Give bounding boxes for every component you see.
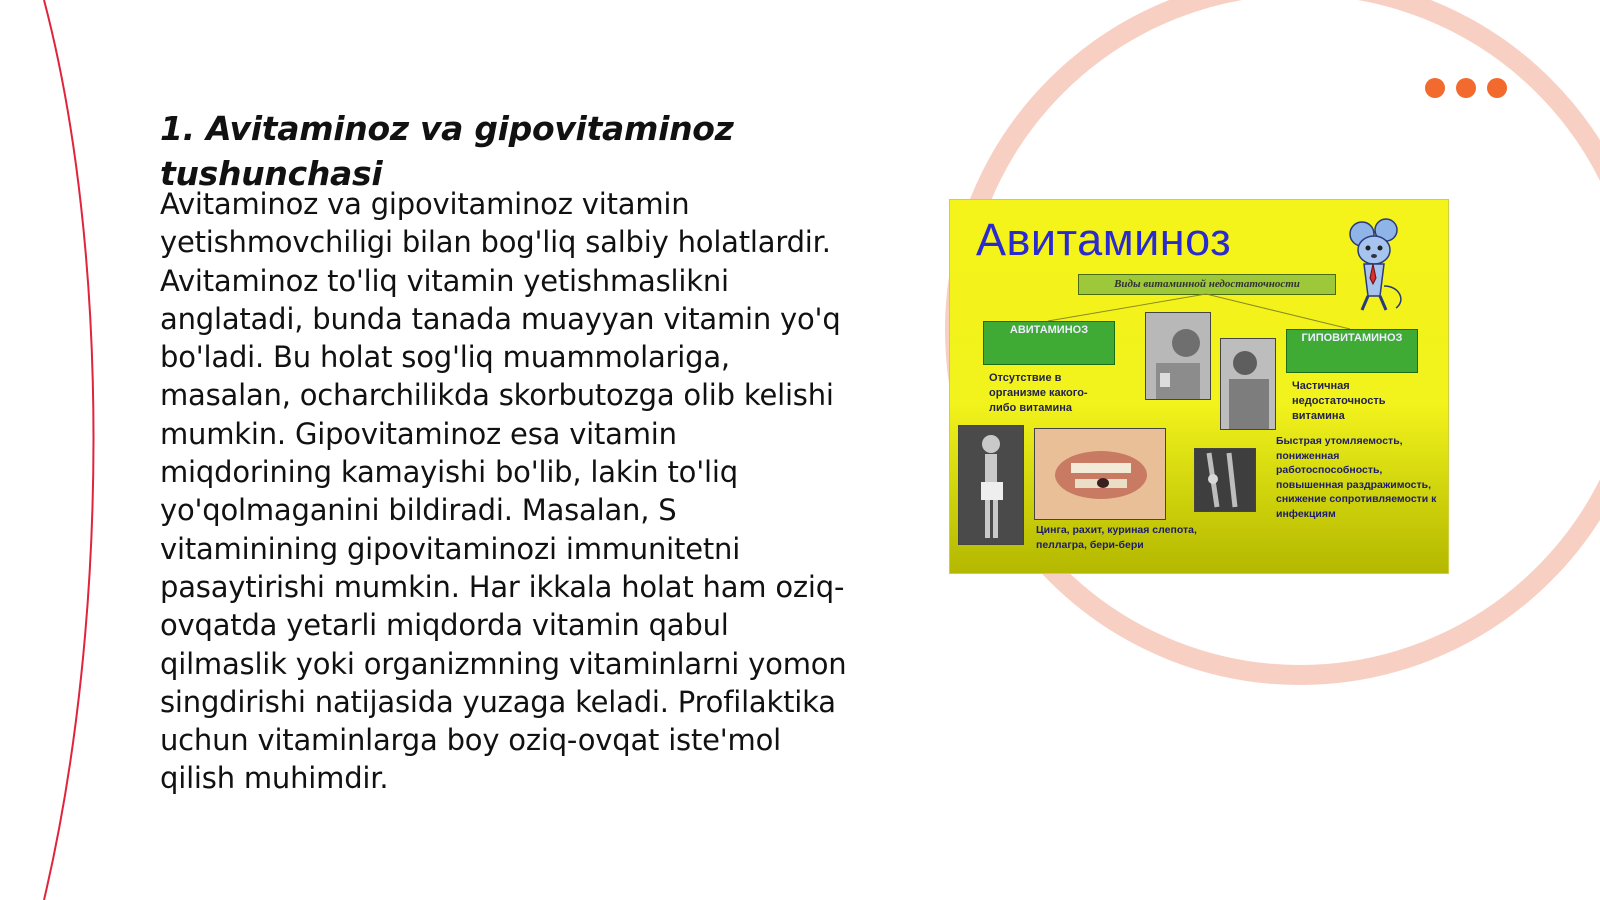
- photo-patient-drinking: [1145, 312, 1211, 400]
- avitaminosis-illustration: [950, 200, 1448, 573]
- figure-title: Авитаминоз: [976, 214, 1232, 265]
- photo-gums: [1034, 428, 1166, 520]
- hypovitaminosis-caption: Частичная недостаточность витамина: [1292, 380, 1386, 422]
- dot: [1487, 78, 1507, 98]
- photo-skeleton-legs: [1194, 448, 1256, 512]
- hypovitaminosis-box: ГИПОВИТАМИНОЗ: [1286, 329, 1418, 373]
- slide-title: 1. Avitaminoz va gipovitaminoz tushunchasi: [160, 109, 734, 193]
- more-dots-icon: [1425, 78, 1507, 98]
- diseases-caption: Цинга, рахит, куриная слепота, пеллагра, бери-бери: [1036, 524, 1197, 551]
- slide-body-text: Avitaminoz va gipovitaminoz vitamin yetishmovchiligi bilan bog'liq salbiy holatlardir. Avitaminoz to'liq vitamin yetishmaslikni anglatadi, bunda tanada muayyan vitamin yo'q bo'ladi. Bu holat sog'liq muammolariga, masalan, ocharchilikda skorbutozga olib kelishi mumkin. Gipovitaminoz esa vitamin miqdorining kamayishi bo'lib, lakin to'liq yo'qolmaganini bildiradi. Masalan, S vitaminining gipovitaminozi immunitetni pasaytirishi mumkin. Har ikkala holat ham oziq-ovqatda yetarli miqdorda vitamin qabul qilmaslik yoki organizmning vitaminlarni yomon singdirishi natijasida yuzaga keladi. Profilaktika uchun vitaminlarga boy oziq-ovqat iste'mol qilish muhimdir.: [160, 187, 847, 796]
- left-border-curve: [44, 0, 94, 900]
- avitaminosis-box: АВИТАМИНОЗ: [983, 321, 1115, 365]
- dot: [1425, 78, 1445, 98]
- symptoms-caption: Быстрая утомляемость, пониженная работоспособность, повышенная раздражимость, снижение сопротивляемости к инфекциям: [1276, 435, 1437, 520]
- avitaminosis-caption: Отсутствие в организме какого-либо витамина: [989, 372, 1088, 414]
- photo-tired-woman: [1220, 338, 1276, 430]
- figure-subtitle: Виды витаминной недостаточности: [1078, 274, 1336, 295]
- dot: [1456, 78, 1476, 98]
- photo-emaciated-man: [958, 425, 1024, 545]
